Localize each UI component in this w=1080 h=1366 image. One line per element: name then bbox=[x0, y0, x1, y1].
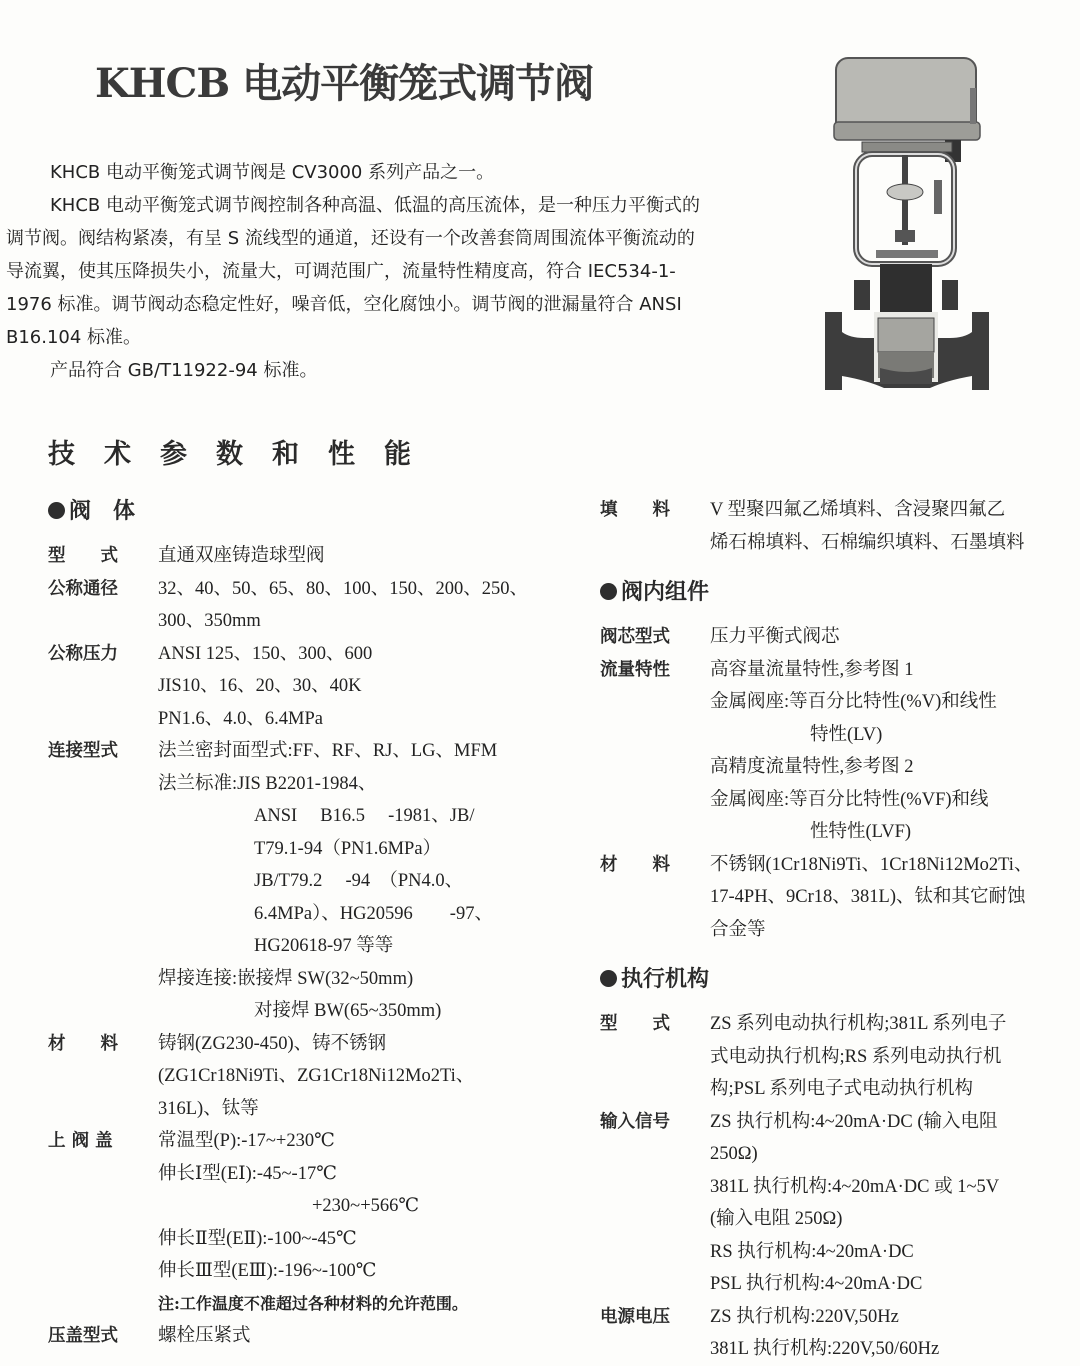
spec-row-bonnet bbox=[48, 1125, 548, 1320]
bullet-icon bbox=[600, 583, 617, 600]
group-heading-actuator: 执行机构 bbox=[600, 962, 1075, 1008]
section-title: 技术参数和性能 bbox=[48, 439, 440, 470]
spec-label: 输入信号 bbox=[600, 1111, 670, 1132]
spec-label: 型 式 bbox=[600, 1014, 670, 1034]
spec-label: 压盖型式 bbox=[48, 1326, 118, 1346]
bullet-icon bbox=[600, 970, 617, 987]
spec-value: 直通双座铸造球型阀 bbox=[158, 546, 325, 566]
spec-row-power-supply bbox=[600, 1301, 1075, 1366]
intro-paragraph: KHCB 电动平衡笼式调节阀控制各种高温、低温的高压流体，是一种压力平衡式的调节阀。阀结构紧凑，有呈 S 流线型的通道，还设有一个改善套筒周围流体平衡流动的导流翼，使其压降损失小，流量大，可调范围广，流量特性精度高，符合 IEC534-1-1976 标准。调节阀动态稳定性好，噪音低，空化腐蚀小。调节阀的泄漏量符合 ANSI B16.104 标准。 bbox=[6, 195, 700, 348]
bullet-icon bbox=[48, 502, 65, 519]
spec-row-gland bbox=[48, 1320, 548, 1353]
spec-label: 填 料 bbox=[600, 500, 670, 520]
spec-value: 法兰密封面型式:FF、RF、RJ、LG、MFM 法兰标准:JIS B2201-1984、 ANSI B16.5 -1981、JB/ T79.1-94（PN1.6MPa） JB/T79.2 -94 （PN4.0、 6.4MPa）、HG20596 -97、 HG20618-97 等等 焊接连接:嵌接焊 SW(32~50mm) 对接焊 BW(65~350mm) bbox=[158, 741, 498, 1021]
spec-value: 不锈钢(1Cr18Ni9Ti、1Cr18Ni12Mo2Ti、 17-4PH、9Cr18、381L)、钛和其它耐蚀 合金等 bbox=[710, 854, 1033, 940]
spec-label: 公称通径 bbox=[48, 578, 118, 599]
spec-value: 压力平衡式阀芯 bbox=[710, 627, 840, 647]
spec-label: 型 式 bbox=[48, 546, 118, 566]
group-heading-valve-body: 阀 体 bbox=[48, 494, 548, 540]
page-title: KHCB 电动平衡笼式调节阀 bbox=[95, 60, 594, 107]
spec-value: ANSI 125、150、300、600 JIS10、16、20、30、40K PN1.6、4.0、6.4MPa bbox=[158, 643, 373, 729]
valve-body-column bbox=[48, 494, 548, 1353]
trim-actuator-column bbox=[600, 494, 1075, 1366]
spec-row-actuator-type bbox=[600, 1008, 1075, 1106]
spec-label: 公称压力 bbox=[48, 643, 118, 664]
spec-label: 材 料 bbox=[600, 854, 670, 875]
spec-label: 阀芯型式 bbox=[600, 627, 670, 647]
intro-paragraph: 产品符合 GB/T11922-94 标准。 bbox=[50, 360, 318, 381]
spec-value: ZS 系列电动执行机构;381L 系列电子 式电动执行机构;RS 系列电动执行机 构;PSL 系列电子式电动执行机构 bbox=[710, 1014, 1007, 1099]
spec-value: 常温型(P):-17~+230℃ 伸长Ⅰ型(EⅠ):-45~-17℃ +230~+566℃ 伸长Ⅱ型(EⅡ):-100~-45℃ 伸长Ⅲ型(EⅢ):-196~-100℃ 注:工作温度不准超过各种材料的允许范围。 bbox=[158, 1125, 548, 1320]
spec-row-type bbox=[48, 540, 548, 573]
intro-text bbox=[6, 156, 706, 387]
spec-value: ZS 执行机构:4~20mA·DC (输入电阻 250Ω) 381L 执行机构:4~20mA·DC 或 1~5V (输入电阻 250Ω) RS 执行机构:4~20mA·DC PSL 执行机构:4~20mA·DC bbox=[710, 1111, 1000, 1294]
spec-row-plug-type bbox=[600, 621, 1075, 654]
spec-row-packing bbox=[600, 494, 1075, 559]
spec-value: 32、40、50、65、80、100、150、200、250、 300、350mm bbox=[158, 578, 529, 631]
spec-row-flow-characteristic bbox=[600, 654, 1075, 849]
spec-value: 螺栓压紧式 bbox=[158, 1326, 251, 1346]
group-heading-trim: 阀内组件 bbox=[600, 575, 1075, 621]
spec-row-connection bbox=[48, 735, 548, 1028]
spec-row-trim-material bbox=[600, 849, 1075, 947]
spec-row-nominal-diameter bbox=[48, 573, 548, 638]
spec-label: 上 阀 盖 bbox=[48, 1131, 113, 1151]
product-photo bbox=[820, 50, 1015, 395]
spec-row-input-signal bbox=[600, 1106, 1075, 1301]
spec-label: 连接型式 bbox=[48, 741, 118, 761]
spec-value: 铸钢(ZG230-450)、铸不锈钢 (ZG1Cr18Ni9Ti、ZG1Cr18Ni12Mo2Ti、 316L)、钛等 bbox=[158, 1033, 475, 1119]
spec-value: 高容量流量特性,参考图 1 金属阀座:等百分比特性(%V)和线性 特性(LV) 高精度流量特性,参考图 2 金属阀座:等百分比特性(%VF)和线 性特性(LVF) bbox=[710, 659, 997, 842]
spec-value: V 型聚四氟乙烯填料、含浸聚四氟乙 烯石棉填料、石棉编织填料、石墨填料 bbox=[710, 500, 1025, 553]
spec-value: ZS 执行机构:220V,50Hz 381L 执行机构:220V,50/60Hz bbox=[710, 1306, 940, 1359]
spec-row-material bbox=[48, 1028, 548, 1126]
intro-paragraph: KHCB 电动平衡笼式调节阀是 CV3000 系列产品之一。 bbox=[50, 162, 495, 183]
spec-label: 电源电压 bbox=[600, 1306, 670, 1327]
spec-label: 材 料 bbox=[48, 1033, 118, 1054]
spec-row-nominal-pressure bbox=[48, 638, 548, 736]
note: 注:工作温度不准超过各种材料的允许范围。 bbox=[158, 1293, 468, 1313]
spec-label: 流量特性 bbox=[600, 659, 670, 680]
